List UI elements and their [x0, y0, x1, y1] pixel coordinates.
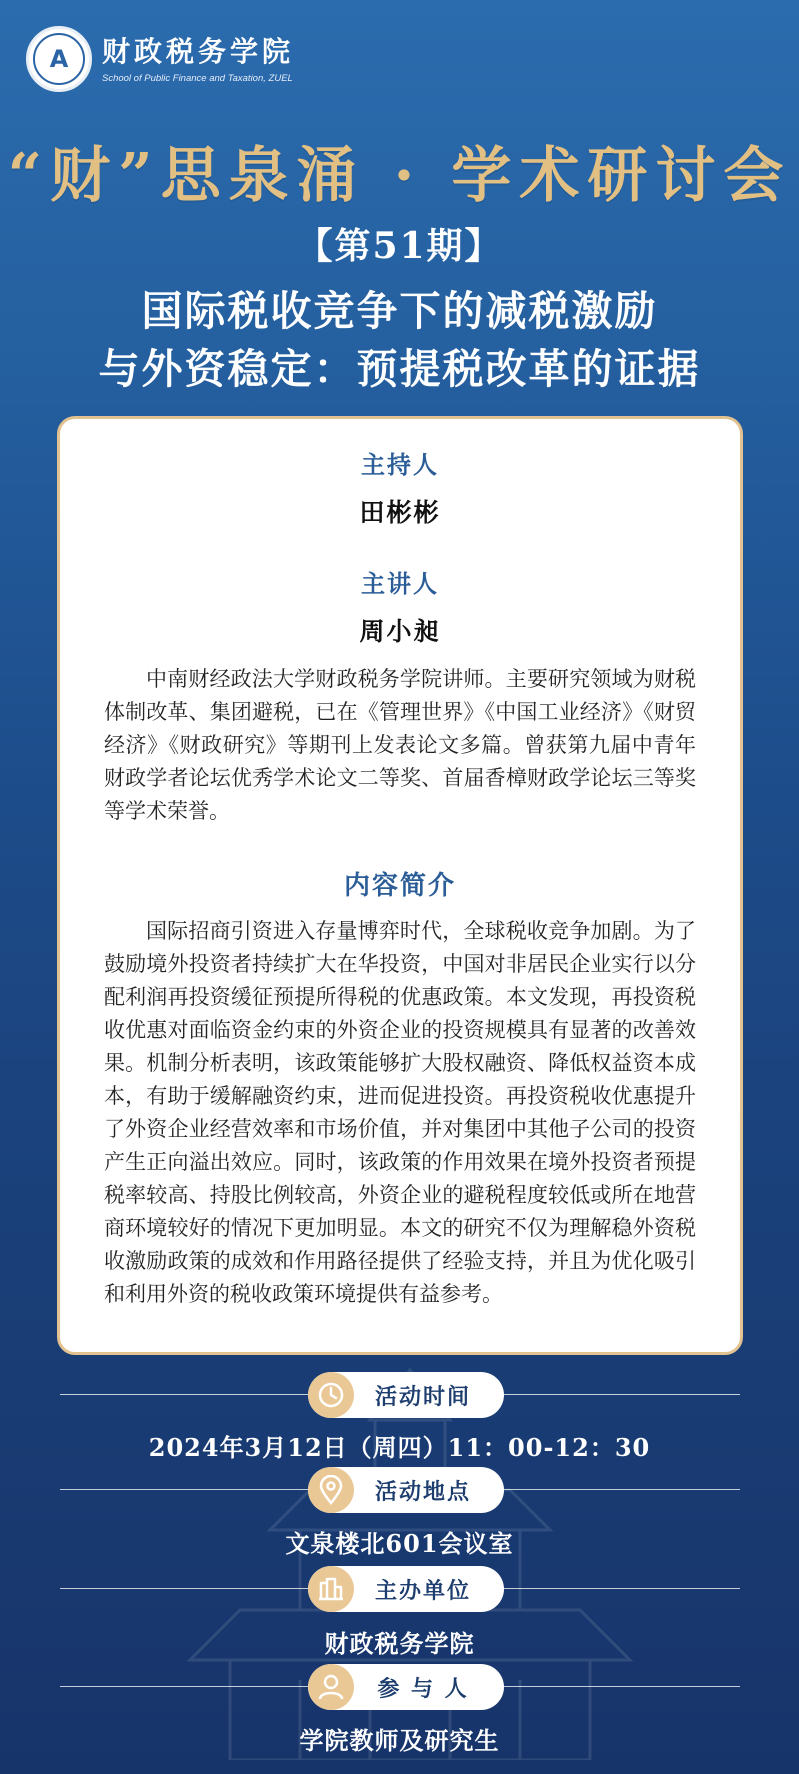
time-pill [308, 1372, 504, 1418]
speaker-label: 主讲人 [361, 569, 439, 598]
logo-english-name: School of Public Finance and Taxation, ZUEL [102, 72, 293, 84]
location-pin-icon [308, 1467, 354, 1513]
time-label: 活动时间 [374, 1383, 471, 1410]
divider-line [60, 1588, 308, 1589]
divider-line [504, 1588, 740, 1589]
participants-value: 学院教师及研究生 [299, 1726, 500, 1755]
speaker-name: 周小昶 [359, 617, 441, 646]
place-value: 文泉楼北601会议室 [285, 1529, 514, 1558]
place-label: 活动地点 [374, 1478, 471, 1505]
participants-pill [308, 1664, 504, 1710]
logo-chinese-name: 财政税务学院 [102, 34, 295, 68]
host-name: 田彬彬 [359, 498, 441, 527]
place-pill [308, 1467, 504, 1513]
place-row [0, 1467, 799, 1513]
issue-number: 【第51期】 [296, 225, 503, 267]
person-icon [308, 1664, 354, 1710]
divider-line [60, 1686, 308, 1687]
divider-line [504, 1489, 740, 1490]
abstract-label: 内容简介 [343, 871, 456, 901]
talk-title [0, 282, 799, 398]
divider-line [60, 1489, 308, 1490]
divider-line [60, 1394, 308, 1395]
building-icon [308, 1566, 354, 1612]
time-row [0, 1372, 799, 1418]
organizer-label: 主办单位 [374, 1577, 471, 1604]
organizer-row [0, 1566, 799, 1612]
host-label: 主持人 [361, 450, 439, 479]
talk-title-line1: 国际税收竞争下的减税激励 [141, 287, 658, 335]
emblem-icon: A [33, 33, 85, 85]
speaker-bio: 中南财经政法大学财政税务学院讲师。主要研究领域为财税体制改革、集团避税，已在《管理世界》《中国工业经济》《财贸经济》《财政研究》等期刊上发表论文多篇。曾获第九届中青年财政学者论坛优秀学术论文二等奖、首届香樟财政学论坛三等奖等学术荣誉。 [104, 667, 696, 823]
participants-row [0, 1664, 799, 1710]
clock-icon [308, 1372, 354, 1418]
organizer-value: 财政税务学院 [324, 1629, 475, 1658]
time-value: 2024年3月12日（周四）11：00-12：30 [148, 1433, 651, 1462]
divider-line [504, 1686, 740, 1687]
series-title: “财”思泉涌 · 学术研讨会 [7, 141, 792, 211]
info-card [57, 416, 743, 1355]
abstract-text: 国际招商引资进入存量博弈时代，全球税收竞争加剧。为了鼓励境外投资者持续扩大在华投资，中国对非居民企业实行以分配利润再投资缓征预提所得税的优惠政策。本文发现，再投资税收优惠对面临资金约束的外资企业的投资规模具有显著的改善效果。机制分析表明，该政策能够扩大股权融资、降低权益资本成本，有助于缓解融资约束，进而促进投资。再投资税收优惠提升了外资企业经营效率和市场价值，并对集团中其他子公司的投资产生正向溢出效应。同时，该政策的作用效果在境外投资者预提税率较高、持股比例较高，外资企业的避税程度较低或所在地营商环境较好的情况下更加明显。本文的研究不仅为理解稳外资税收激励政策的成效和作用路径提供了经验支持，并且为优化吸引和利用外资的税收政策环境提供有益参考。 [104, 919, 696, 1306]
school-emblem [26, 26, 92, 92]
divider-line [504, 1394, 740, 1395]
participants-label: 参 与 人 [377, 1675, 469, 1702]
organizer-pill [308, 1566, 504, 1612]
school-logo [26, 26, 294, 92]
talk-title-line2: 与外资稳定：预提税改革的证据 [98, 345, 701, 393]
